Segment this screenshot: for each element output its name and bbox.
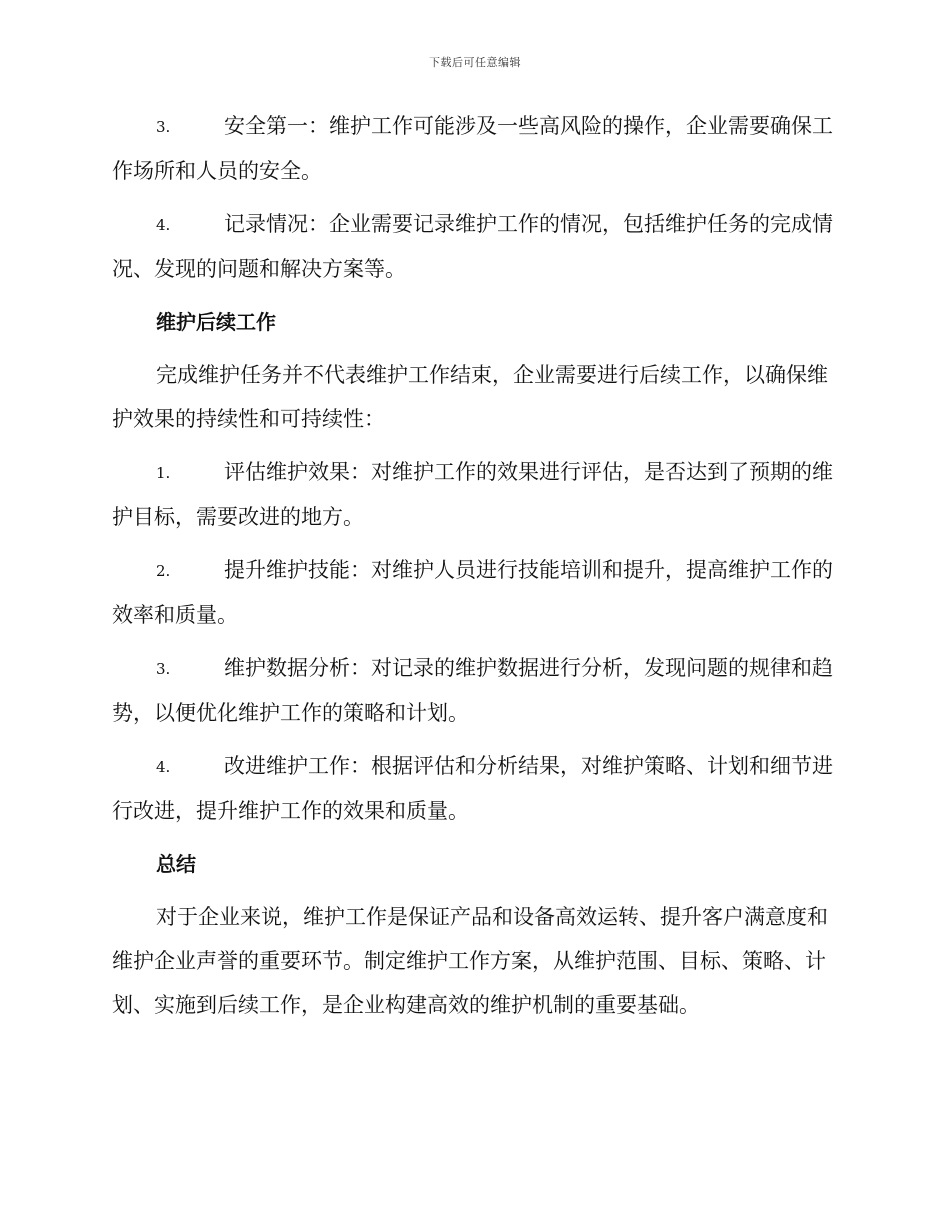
list-item bbox=[112, 202, 838, 291]
list-item-text: 安全第一：维护工作可能涉及一些高风险的操作，企业需要确保工作场所和人员的安全。 bbox=[112, 114, 833, 183]
list-item bbox=[112, 548, 838, 637]
list-item-number: 1. bbox=[156, 464, 171, 482]
list-item bbox=[112, 104, 838, 193]
list-item-text: 改进维护工作：根据评估和分析结果，对维护策略、计划和细节进行改进，提升维护工作的效果和质量。 bbox=[112, 754, 833, 823]
section-intro-paragraph: 完成维护任务并不代表维护工作结束，企业需要进行后续工作，以确保维护效果的持续性和可持续性： bbox=[112, 363, 828, 431]
list-item-number: 2. bbox=[156, 562, 171, 580]
list-item bbox=[112, 646, 838, 735]
list-item-number: 3. bbox=[156, 118, 171, 136]
list-item-text: 提升维护技能：对维护人员进行技能培训和提升，提高维护工作的效率和质量。 bbox=[112, 558, 833, 627]
list-item-number: 4. bbox=[156, 216, 171, 234]
list-item-text: 维护数据分析：对记录的维护数据进行分析，发现问题的规律和趋势，以便优化维护工作的策略和计划。 bbox=[112, 656, 833, 725]
list-item-number: 3. bbox=[156, 660, 171, 678]
list-item-text: 评估维护效果：对维护工作的效果进行评估，是否达到了预期的维护目标，需要改进的地方。 bbox=[112, 460, 833, 529]
document-body bbox=[112, 104, 838, 1036]
section-heading-followup: 维护后续工作 bbox=[156, 310, 276, 334]
list-item-number: 4. bbox=[156, 758, 171, 776]
section-heading-summary: 总结 bbox=[156, 852, 196, 876]
list-item bbox=[112, 744, 838, 833]
list-item bbox=[112, 450, 838, 539]
header-note: 下载后可任意编辑 bbox=[429, 56, 521, 69]
list-item-text: 记录情况：企业需要记录维护工作的情况，包括维护任务的完成情况、发现的问题和解决方案等。 bbox=[112, 212, 833, 281]
summary-paragraph: 对于企业来说，维护工作是保证产品和设备高效运转、提升客户满意度和维护企业声誉的重要环节。制定维护工作方案，从维护范围、目标、策略、计划、实施到后续工作，是企业构建高效的维护机制的重要基础。 bbox=[112, 905, 828, 1017]
